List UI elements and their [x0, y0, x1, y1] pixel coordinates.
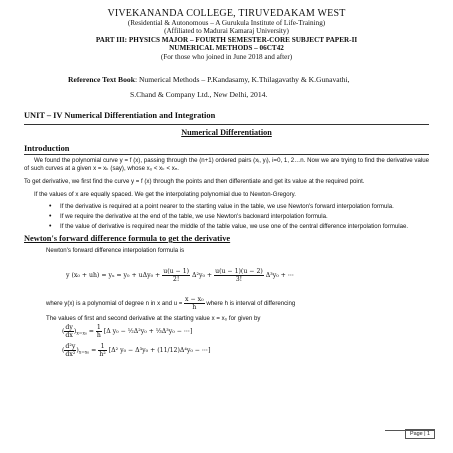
d2-rhs: Δ² y₀ − Δ³y₀ + (11/12)Δ⁴y₀ − ⋯	[111, 347, 209, 355]
newton-heading: Newton's forward difference formula to get the derivative	[24, 234, 231, 244]
d1-sub-label: x=x₀	[76, 331, 87, 337]
eq-lhs: y (x₀ + uh) = yᵤ = y₀ + uΔy₀ +	[66, 272, 161, 280]
paragraph-2: To get derivative, we first find the curve y = f (x) through the points and then differentiate and get its value at the required point.	[24, 177, 365, 185]
eq-term3-den: 3!	[235, 276, 243, 284]
bullet-item-3: • If the value of derivative is required near the middle of the table value, we use one of the central difference interpolation formulae.	[60, 223, 429, 231]
d1-coef-fraction	[96, 324, 102, 339]
eq-term2-den: 2!	[172, 276, 180, 284]
d2-coef-fraction	[98, 343, 106, 358]
reference-text-1: : Numerical Methods – P.Kandasamy, K.Thilagavathy & K.Gunavathi,	[134, 74, 350, 84]
first-derivative-equation: ( $\frac{dy}{dx}$ )$_{x=x_0}$ = $\frac{1}{h}$ [Δ y₀ − ½Δ²y₀ + ⅓Δ³y₀ − ⋯]	[62, 324, 193, 340]
values-line: The values of first and second derivative at the starting value x = x₀ for given by	[46, 315, 261, 323]
d1-lhs-den: dx	[65, 332, 73, 340]
eq-term2-num: u(u − 1)	[163, 268, 190, 276]
u-num: x − x₀	[185, 296, 204, 304]
reference-text-2: S.Chand & Company Ltd., New Delhi, 2014.	[130, 89, 268, 99]
eq-term2-fraction	[162, 268, 190, 283]
eq-term2-tail: Δ²y₀ +	[192, 272, 213, 280]
header-part: PART III: PHYSICS MAJOR – FOURTH SEMESTER-CORE SUBJECT PAPER-II	[95, 35, 358, 44]
page-number: Page | 1	[405, 429, 435, 439]
section-title: Numerical Differentiation	[181, 127, 272, 137]
eq-term3-fraction	[214, 268, 264, 283]
d2-coef-den: h²	[99, 351, 106, 359]
d1-lhs-fraction	[64, 324, 73, 339]
bullet-item-1: • If the derivative is required at a point nearer to the starting value in the table, we use Newton's forward interpolation formula.	[60, 203, 429, 211]
d2-sub-label: x=x₀	[78, 350, 90, 356]
d2-lhs-fraction	[64, 343, 76, 358]
newton-intro: Newton's forward difference interpolation formula is	[46, 247, 185, 255]
bullet-item-2: • If we require the derivative at the end of the table, we use Newton's backward interpolation formula.	[60, 213, 429, 221]
where-text: where y(x) is a polynomial of degree n in x and u =	[46, 300, 183, 308]
eq-term3-tail: Δ³y₀ + ⋯	[265, 272, 295, 280]
u-fraction	[184, 296, 205, 311]
d2-lhs-den: dx²	[65, 351, 76, 359]
unit-title: UNIT – IV Numerical Differentiation and Integration	[24, 110, 216, 120]
reference-block	[68, 72, 435, 102]
paragraph-3: If the values of x are equally spaced. We get the interpolating polynomial due to Newton-Gregory.	[34, 191, 296, 199]
header-line-1: (Residential & Autonomous – A Gurukula Institute of Life-Training)	[127, 18, 326, 27]
unit-heading-row	[24, 105, 429, 125]
paragraph-1: We found the polynomial curve y = f (x), passing through the (n+1) ordered pairs (xᵢ, yᵢ), i=0, 1, 2…n. Now we are trying to find the derivative value of such curves at a given x = xₖ (say), whose x₀ < xₖ < xₙ.	[24, 156, 429, 172]
header-batch: (For those who joined in June 2018 and after)	[160, 52, 293, 61]
college-header	[0, 10, 453, 62]
d2-coef-num: 1	[98, 343, 106, 351]
intro-heading: Introduction	[24, 144, 429, 155]
d1-lhs-num: dy	[65, 324, 73, 332]
where-tail: where h is interval of differencing	[206, 300, 296, 308]
d1-rhs: Δ y₀ − ½Δ²y₀ + ⅓Δ³y₀ − ⋯	[106, 328, 191, 336]
d1-coef-num: 1	[96, 324, 101, 332]
eq-term3-num: u(u − 1)(u − 2)	[215, 268, 263, 276]
d2-lhs-num: d²y	[65, 343, 76, 351]
college-name: VIVEKANANDA COLLEGE, TIRUVEDAKAM WEST	[107, 8, 346, 19]
where-line	[46, 296, 429, 311]
bullet-list	[60, 203, 429, 231]
u-den: h	[192, 304, 197, 312]
d1-coef-den: h	[96, 332, 101, 340]
header-line-2: (Affiliated to Madurai Kamaraj University)	[164, 27, 289, 36]
newton-forward-equation	[66, 268, 453, 290]
reference-label: Reference Text Book	[68, 74, 135, 84]
header-course: NUMERICAL METHODS – 06CT42	[169, 44, 284, 53]
second-derivative-equation: ( $\frac{\text{d²y}}{\text{dx²}}$ )$_{x=x_0}$ = $\frac{1}{\text{h²}}$ [Δ² y₀ − Δ³y₀ + (11/12)Δ⁴y₀ − ⋯]	[62, 343, 211, 359]
